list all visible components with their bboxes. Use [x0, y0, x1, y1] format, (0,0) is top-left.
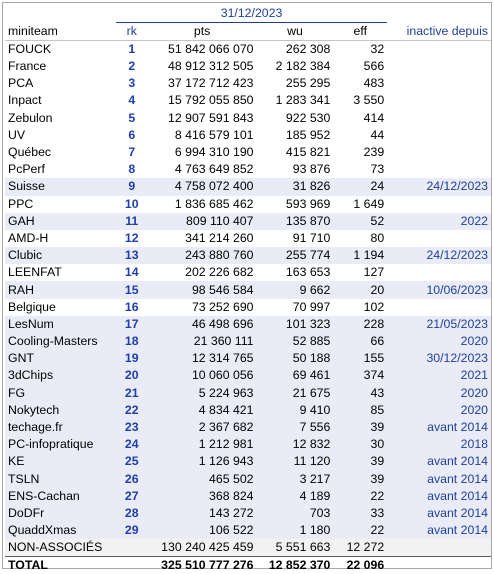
team-name-cell[interactable]: PcPerf — [8, 162, 45, 177]
points-cell[interactable]: 73 252 690 — [191, 299, 254, 314]
table-row[interactable] — [5, 144, 491, 161]
team-name-cell[interactable]: ENS-Cachan — [5, 488, 116, 505]
rank-cell[interactable]: 7 — [128, 145, 136, 160]
table-row[interactable] — [5, 350, 491, 367]
team-name-cell[interactable]: PC-infopratique — [5, 436, 116, 453]
eff-cell[interactable]: 52 — [333, 213, 387, 230]
eff-cell[interactable]: 1 194 — [333, 247, 387, 264]
eff-cell[interactable]: 85 — [333, 402, 387, 419]
inactive-since-cell[interactable]: 2021 — [387, 367, 491, 384]
inactive-since-cell[interactable] — [387, 75, 491, 92]
team-name-cell[interactable]: techage.fr — [5, 419, 116, 436]
table-row[interactable] — [5, 488, 491, 505]
points-cell[interactable]: 130 240 425 459 — [148, 539, 257, 557]
points-cell[interactable]: 10 060 056 — [148, 367, 257, 384]
points-cell[interactable]: 341 214 260 — [185, 230, 254, 245]
table-row[interactable] — [5, 178, 491, 195]
eff-cell[interactable]: 20 — [333, 281, 387, 298]
points-cell[interactable]: 15 792 055 850 — [168, 93, 254, 108]
wu-cell[interactable]: 21 675 — [257, 385, 334, 402]
team-name-cell[interactable]: Belgique — [8, 299, 56, 314]
rank-cell[interactable]: 21 — [116, 385, 148, 402]
table-row[interactable] — [5, 110, 491, 127]
eff-cell[interactable]: 566 — [363, 59, 385, 74]
team-name-cell[interactable]: FG — [5, 385, 116, 402]
points-cell[interactable]: 8 416 579 101 — [174, 127, 254, 142]
table-row[interactable] — [5, 161, 491, 178]
eff-cell[interactable]: 39 — [333, 453, 387, 470]
eff-cell[interactable]: 374 — [333, 367, 387, 384]
table-row[interactable] — [5, 264, 491, 281]
table-row[interactable] — [5, 333, 491, 350]
wu-cell[interactable]: 185 952 — [285, 127, 331, 142]
eff-cell[interactable]: 80 — [370, 230, 385, 245]
team-name-cell[interactable]: FOUCK — [8, 42, 52, 56]
rank-cell[interactable]: 8 — [128, 162, 136, 177]
eff-cell[interactable]: 30 — [333, 436, 387, 453]
rank-cell[interactable]: 4 — [128, 93, 136, 108]
header-points[interactable]: pts — [148, 23, 257, 41]
inactive-since-cell[interactable] — [387, 161, 491, 178]
team-name-cell[interactable]: Clubic — [5, 247, 116, 264]
points-cell[interactable]: 46 498 696 — [148, 316, 257, 333]
points-cell[interactable]: 1 836 685 462 — [174, 196, 254, 211]
rank-cell[interactable]: 12 — [124, 230, 139, 245]
eff-cell[interactable]: 43 — [333, 385, 387, 402]
points-cell[interactable]: 202 226 682 — [185, 265, 254, 280]
team-name-cell[interactable]: DoDFr — [5, 505, 116, 522]
eff-cell[interactable]: 127 — [363, 265, 385, 280]
rank-cell[interactable]: 10 — [124, 196, 139, 211]
team-name-cell[interactable]: Nokytech — [5, 402, 116, 419]
rank-cell[interactable]: 1 — [128, 42, 136, 56]
table-row[interactable] — [5, 453, 491, 470]
team-name-cell[interactable]: Suisse — [5, 178, 116, 195]
team-name-cell[interactable]: PPC — [8, 196, 34, 211]
report-date: 31/12/2023 — [116, 5, 387, 23]
wu-cell[interactable]: 11 120 — [257, 453, 334, 470]
wu-cell[interactable]: 163 653 — [285, 265, 331, 280]
date-row — [5, 5, 491, 23]
inactive-since-cell[interactable] — [387, 127, 491, 144]
eff-cell[interactable]: 24 — [333, 178, 387, 195]
team-name-cell[interactable]: Zebulon — [8, 110, 53, 125]
wu-cell[interactable]: 91 710 — [292, 230, 331, 245]
rank-cell[interactable]: 18 — [116, 333, 148, 350]
eff-cell[interactable]: 102 — [363, 299, 385, 314]
wu-cell[interactable]: 255 295 — [285, 76, 331, 91]
inactive-since-cell[interactable] — [387, 110, 491, 127]
points-cell[interactable]: 2 367 682 — [148, 419, 257, 436]
total-label[interactable]: TOTAL — [5, 557, 116, 574]
rank-cell[interactable]: 20 — [116, 367, 148, 384]
inactive-since-cell[interactable]: 24/12/2023 — [387, 178, 491, 195]
team-name-cell[interactable]: QuaddXmas — [5, 522, 116, 539]
eff-cell[interactable]: 22 — [333, 488, 387, 505]
rank-cell[interactable]: 26 — [116, 471, 148, 488]
rank-cell[interactable]: 15 — [116, 281, 148, 298]
points-cell[interactable]: 51 842 066 070 — [168, 42, 254, 56]
points-cell[interactable]: 4 763 649 852 — [174, 162, 254, 177]
table-row[interactable] — [5, 402, 491, 419]
wu-cell[interactable]: 1 180 — [257, 522, 334, 539]
team-name-cell[interactable]: AMD-H — [8, 230, 49, 245]
header-team[interactable]: miniteam — [5, 23, 116, 41]
team-name-cell[interactable]: Cooling-Masters — [5, 333, 116, 350]
points-cell[interactable]: 143 272 — [148, 505, 257, 522]
wu-cell[interactable]: 922 530 — [285, 110, 331, 125]
team-name-cell[interactable]: LEENFAT — [8, 265, 62, 280]
wu-cell[interactable]: 93 876 — [292, 162, 331, 177]
eff-cell[interactable]: 33 — [333, 505, 387, 522]
eff-cell[interactable]: 414 — [363, 110, 385, 125]
inactive-since-cell[interactable] — [387, 196, 491, 213]
inactive-since-cell[interactable]: 10/06/2023 — [387, 281, 491, 298]
wu-cell[interactable]: 5 551 663 — [257, 539, 334, 557]
rank-cell[interactable]: 29 — [116, 522, 148, 539]
eff-cell[interactable]: 73 — [370, 162, 385, 177]
eff-cell[interactable]: 12 272 — [333, 539, 387, 557]
team-name-cell[interactable]: KE — [5, 453, 116, 470]
total-wu[interactable]: 12 852 370 — [257, 557, 334, 574]
inactive-since-cell[interactable]: avant 2014 — [387, 453, 491, 470]
inactive-since-cell[interactable] — [387, 299, 491, 316]
points-cell[interactable]: 368 824 — [148, 488, 257, 505]
points-cell[interactable]: 12 314 765 — [148, 350, 257, 367]
inactive-since-cell[interactable]: avant 2014 — [387, 522, 491, 539]
inactive-since-cell[interactable]: 2020 — [387, 402, 491, 419]
team-name-cell[interactable]: GAH — [5, 213, 116, 230]
total-eff[interactable]: 22 096 — [333, 557, 387, 574]
inactive-since-cell[interactable] — [387, 41, 491, 59]
header-row — [5, 23, 491, 41]
inactive-since-cell[interactable]: avant 2014 — [387, 471, 491, 488]
table-row[interactable] — [5, 522, 491, 539]
team-name-cell[interactable]: RAH — [5, 281, 116, 298]
points-cell[interactable]: 4 758 072 400 — [148, 178, 257, 195]
header-rank[interactable]: rk — [116, 23, 148, 41]
non-associes-row[interactable] — [5, 539, 491, 557]
wu-cell[interactable]: 9 662 — [257, 281, 334, 298]
inactive-since-cell[interactable]: 21/05/2023 — [387, 316, 491, 333]
eff-cell[interactable]: 1 649 — [353, 196, 385, 211]
eff-cell[interactable]: 483 — [363, 76, 385, 91]
team-name-cell[interactable]: LesNum — [5, 316, 116, 333]
inactive-since-cell[interactable]: avant 2014 — [387, 505, 491, 522]
points-cell[interactable]: 809 110 407 — [148, 213, 257, 230]
wu-cell[interactable]: 12 832 — [257, 436, 334, 453]
inactive-since-cell[interactable]: 2020 — [387, 333, 491, 350]
eff-cell[interactable]: 39 — [333, 471, 387, 488]
wu-cell[interactable]: 4 189 — [257, 488, 334, 505]
table-row[interactable] — [5, 41, 491, 59]
table-row[interactable] — [5, 92, 491, 109]
rank-cell[interactable]: 28 — [116, 505, 148, 522]
table-row[interactable] — [5, 230, 491, 247]
inactive-since-cell[interactable]: 30/12/2023 — [387, 350, 491, 367]
wu-cell[interactable]: 703 — [257, 505, 334, 522]
team-name-cell[interactable]: 3dChips — [5, 367, 116, 384]
wu-cell[interactable]: 31 826 — [257, 178, 334, 195]
inactive-since-cell[interactable]: avant 2014 — [387, 419, 491, 436]
table-row[interactable] — [5, 58, 491, 75]
points-cell[interactable]: 1 126 943 — [148, 453, 257, 470]
inactive-since-cell[interactable] — [387, 144, 491, 161]
points-cell[interactable]: 243 880 760 — [148, 247, 257, 264]
team-name-cell[interactable]: GNT — [5, 350, 116, 367]
table-row[interactable] — [5, 127, 491, 144]
rank-cell[interactable]: 11 — [116, 213, 148, 230]
rank-cell[interactable]: 6 — [128, 127, 136, 142]
points-cell[interactable]: 48 912 312 505 — [168, 59, 254, 74]
wu-cell[interactable]: 7 556 — [257, 419, 334, 436]
table-row[interactable] — [5, 419, 491, 436]
header-eff[interactable]: eff — [333, 23, 387, 41]
inactive-since-cell[interactable] — [387, 264, 491, 281]
eff-cell[interactable]: 32 — [370, 42, 385, 56]
points-cell[interactable]: 98 546 584 — [148, 281, 257, 298]
table-row[interactable] — [5, 505, 491, 522]
table-row[interactable] — [5, 385, 491, 402]
eff-cell[interactable]: 3 550 — [353, 93, 385, 108]
points-cell[interactable]: 5 224 963 — [148, 385, 257, 402]
rank-cell[interactable]: 17 — [116, 316, 148, 333]
rank-cell[interactable]: 25 — [116, 453, 148, 470]
rank-cell[interactable]: 13 — [116, 247, 148, 264]
points-cell[interactable]: 21 360 111 — [148, 333, 257, 350]
wu-cell[interactable]: 9 410 — [257, 402, 334, 419]
eff-cell[interactable]: 66 — [333, 333, 387, 350]
wu-cell[interactable]: 101 323 — [257, 316, 334, 333]
wu-cell[interactable]: 2 182 384 — [275, 59, 331, 74]
eff-cell[interactable]: 228 — [333, 316, 387, 333]
table-row[interactable] — [5, 436, 491, 453]
team-name-cell[interactable]: NON-ASSOCIÉS — [5, 539, 116, 557]
team-name-cell[interactable]: Inpact — [8, 93, 42, 108]
team-name-cell[interactable]: PCA — [8, 76, 34, 91]
rank-cell[interactable]: 27 — [116, 488, 148, 505]
eff-cell[interactable]: 155 — [333, 350, 387, 367]
inactive-since-cell[interactable]: 24/12/2023 — [387, 247, 491, 264]
inactive-since-cell[interactable]: 2020 — [387, 385, 491, 402]
team-name-cell[interactable]: UV — [8, 127, 26, 142]
table-row[interactable] — [5, 247, 491, 264]
wu-cell[interactable]: 3 217 — [257, 471, 334, 488]
wu-cell[interactable]: 52 885 — [257, 333, 334, 350]
total-points[interactable]: 325 510 777 276 — [148, 557, 257, 574]
rank-cell[interactable]: 19 — [116, 350, 148, 367]
rank-cell[interactable]: 2 — [128, 59, 136, 74]
table-row[interactable] — [5, 75, 491, 92]
points-cell[interactable]: 6 994 310 190 — [174, 145, 254, 160]
header-inactive[interactable]: inactive depuis — [387, 23, 491, 41]
wu-cell[interactable]: 70 997 — [292, 299, 331, 314]
team-name-cell[interactable]: France — [8, 59, 47, 74]
table-row[interactable] — [5, 471, 491, 488]
inactive-since-cell[interactable] — [387, 92, 491, 109]
table-row[interactable] — [5, 213, 491, 230]
points-cell[interactable]: 1 212 981 — [148, 436, 257, 453]
wu-cell[interactable]: 1 283 341 — [275, 93, 331, 108]
rank-cell[interactable]: 9 — [116, 178, 148, 195]
inactive-since-cell[interactable]: avant 2014 — [387, 488, 491, 505]
team-name-cell[interactable]: Québec — [8, 145, 52, 160]
team-name-cell[interactable]: TSLN — [5, 471, 116, 488]
rank-cell[interactable]: 24 — [116, 436, 148, 453]
rank-cell[interactable]: 14 — [124, 265, 139, 280]
rank-cell[interactable]: 5 — [128, 110, 136, 125]
table-row[interactable] — [5, 196, 491, 213]
wu-cell[interactable]: 135 870 — [257, 213, 334, 230]
inactive-since-cell[interactable] — [387, 58, 491, 75]
table-row[interactable] — [5, 367, 491, 384]
wu-cell[interactable]: 262 308 — [285, 42, 331, 56]
rank-cell[interactable]: 23 — [116, 419, 148, 436]
points-cell[interactable]: 465 502 — [148, 471, 257, 488]
table-row[interactable] — [5, 299, 491, 316]
team-ranking-table — [5, 5, 491, 574]
points-cell[interactable]: 106 522 — [148, 522, 257, 539]
eff-cell[interactable]: 39 — [333, 419, 387, 436]
wu-cell[interactable]: 69 461 — [257, 367, 334, 384]
stats-sheet — [2, 2, 492, 573]
header-wu[interactable]: wu — [257, 23, 334, 41]
total-row[interactable] — [5, 557, 491, 574]
inactive-since-cell[interactable]: 2022 — [387, 213, 491, 230]
inactive-since-cell[interactable]: 2018 — [387, 436, 491, 453]
eff-cell[interactable]: 22 — [333, 522, 387, 539]
points-cell[interactable]: 12 907 591 843 — [168, 110, 254, 125]
wu-cell[interactable]: 593 969 — [285, 196, 331, 211]
table-row[interactable] — [5, 281, 491, 298]
table-row[interactable] — [5, 316, 491, 333]
wu-cell[interactable]: 50 188 — [257, 350, 334, 367]
rank-cell[interactable]: 22 — [116, 402, 148, 419]
wu-cell[interactable]: 415 821 — [285, 145, 331, 160]
points-cell[interactable]: 4 834 421 — [148, 402, 257, 419]
rank-cell[interactable]: 16 — [124, 299, 139, 314]
wu-cell[interactable]: 255 774 — [257, 247, 334, 264]
rank-cell[interactable]: 3 — [128, 76, 136, 91]
points-cell[interactable]: 37 172 712 423 — [168, 76, 254, 91]
eff-cell[interactable]: 239 — [363, 145, 385, 160]
inactive-since-cell[interactable] — [387, 230, 491, 247]
eff-cell[interactable]: 44 — [370, 127, 385, 142]
